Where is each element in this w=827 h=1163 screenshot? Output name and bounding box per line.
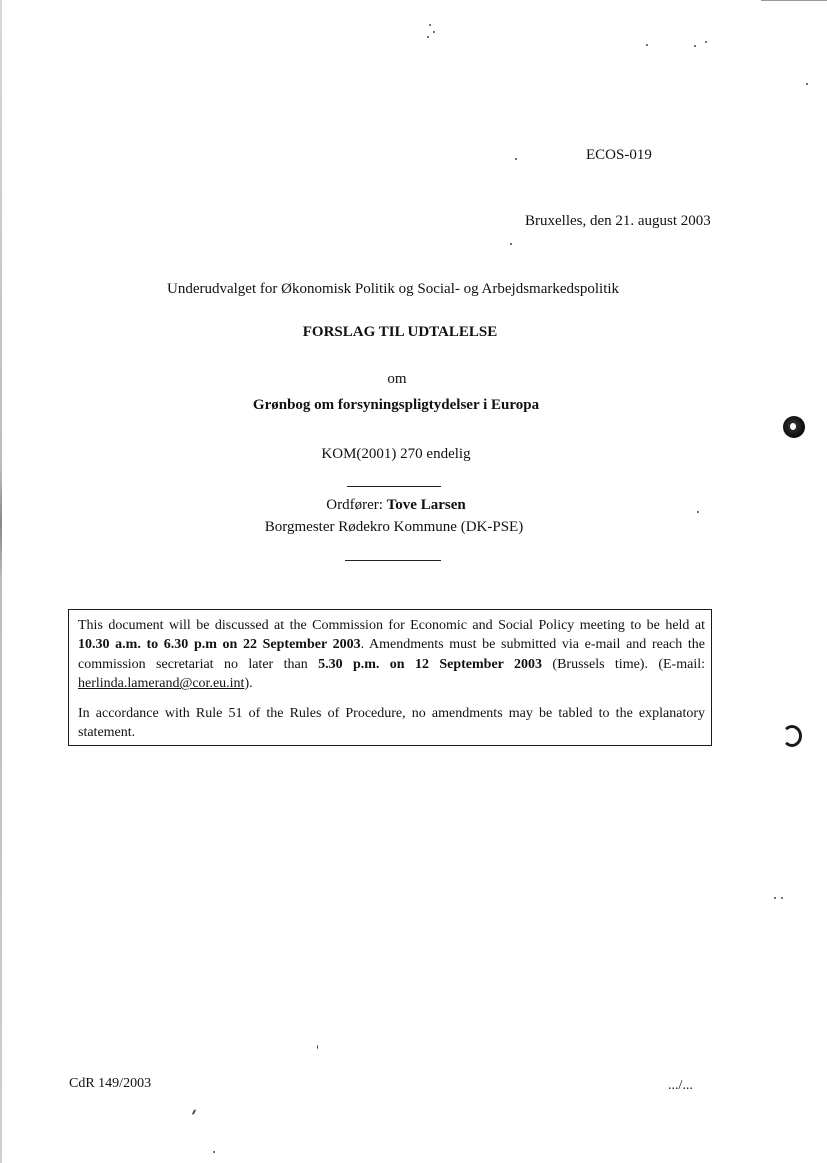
page-title: FORSLAG TIL UDTALELSE [302,324,498,340]
scan-speck [317,1045,318,1049]
rapporteur-role: Borgmester Rødekro Kommune (DK-PSE) [264,519,524,535]
meeting-date: on 22 September 2003 [222,637,361,653]
rapporteur-name: Tove Larsen [386,497,466,513]
scan-speck [510,243,512,245]
rapporteur-label: Ordfører: [326,497,387,513]
document-subject: Grønbog om forsyningspligtydelser i Europa [252,397,540,413]
divider [345,560,441,561]
continued-marker: .../... [668,1078,693,1093]
scan-speck [774,897,776,899]
punch-hole-highlight [790,423,796,430]
notice-text: (Brussels time). (E-mail: [542,656,705,672]
notice-text: ). [244,676,253,692]
scan-speck [646,44,648,46]
notice-text: This document will be discussed at the Commission for Economic and Social Policy meeting to be held at [78,618,705,633]
notice-paragraph [78,616,705,694]
about-word: om [387,371,407,387]
scan-speck [427,36,429,38]
rule-paragraph: In accordance with Rule 51 of the Rules of Procedure, no amendments may be tabled to the explanatory statement. [78,705,705,741]
subcommittee-name: Underudvalget for Økonomisk Politik og Social- og Arbejdsmarkedspolitik [167,281,620,297]
scan-speck [515,158,517,160]
com-reference: KOM(2001) 270 endelig [321,446,471,462]
notice-text: . Amendments must be submitted via e-mail and reach the commission secretariat no later than [78,637,706,672]
meeting-time: 10.30 a.m. to 6.30 p.m [78,637,217,653]
scan-speck [213,1151,215,1153]
scan-speck [192,1109,197,1115]
rapporteur [0,497,792,514]
divider [347,486,441,487]
scan-speck [806,83,808,85]
scan-speck [433,31,435,33]
dateline: Bruxelles, den 21. august 2003 [525,213,711,229]
meeting-notice-box [68,609,712,746]
punch-ring-icon [782,725,802,747]
scan-speck [694,45,696,47]
scan-speck [781,897,783,899]
scan-top-rule [761,0,827,1]
footer-document-number: CdR 149/2003 [69,1076,152,1091]
email-link[interactable]: herlinda.lamerand@cor.eu.int [78,676,245,692]
document-reference: ECOS-019 [586,147,652,163]
scan-speck [429,24,431,26]
scan-edge [0,0,2,1163]
amendment-deadline: 5.30 p.m. on 12 September 2003 [318,656,543,672]
scan-speck [705,41,707,43]
scan-speck [697,511,699,513]
